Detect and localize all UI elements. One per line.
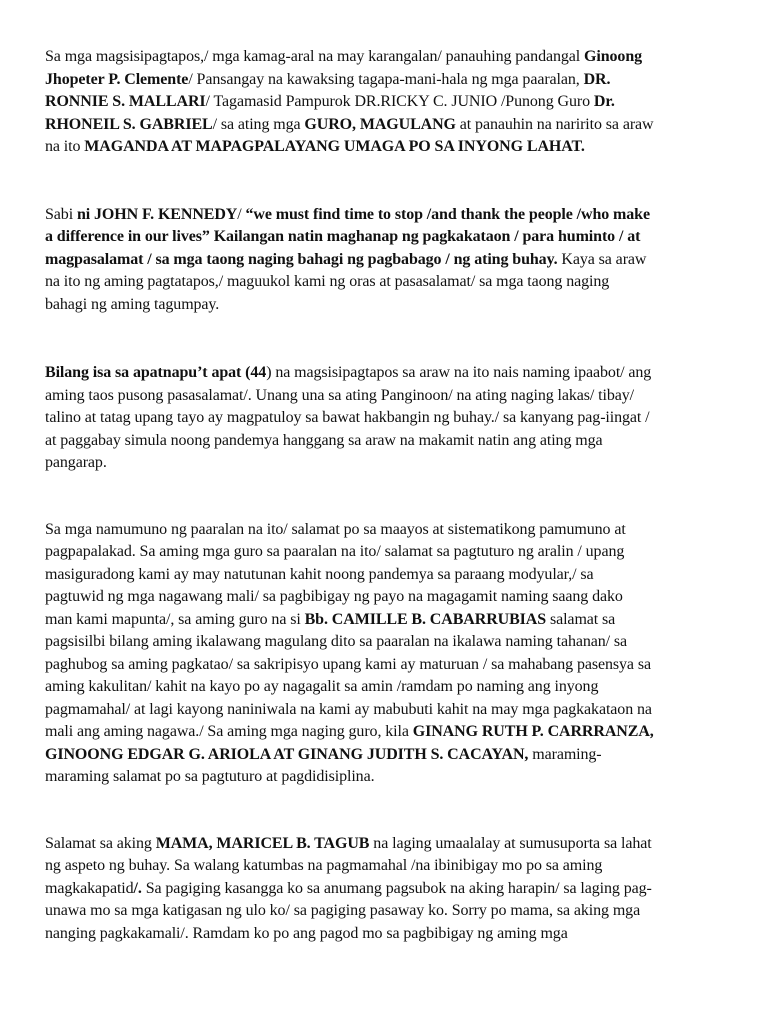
text-line — [45, 519, 735, 542]
bold-text-run: DR. — [583, 70, 611, 88]
text-run: Salamat sa aking — [45, 834, 156, 852]
text-line — [45, 766, 735, 789]
text-run: na ito ng aming pagtatapos,/ maguukol kami ng oras at pasasalamat/ sa mga taong naging — [45, 273, 610, 290]
text-run: talino at tatag upang tayo ay magpatuloy sa bawat hakbangin ng buhay./ sa kanyang pag-iingat / — [45, 409, 650, 426]
text-run: pagpapalakad. Sa aming mga guro sa paaralan na ito/ salamat sa pagtuturo ng aralin / upang — [45, 543, 625, 560]
text-run: ) na magsisipagtapos sa araw na ito nais naming ipaabot/ ang — [266, 364, 652, 381]
text-run: na ito — [45, 138, 85, 155]
text-run: pagsisilbi bilang aming ikalawang magulang dito sa paaralan na ikalawa naming tahanan/ sa — [45, 633, 628, 650]
text-run: maraming salamat po sa pagtuturo at pagdidisiplina. — [45, 768, 375, 785]
text-run: pagtuwid ng mga nagawang mali/ sa pagbibigay ng payo na magagamit naming saang dako — [45, 588, 623, 605]
text-line — [45, 430, 735, 453]
text-line — [45, 654, 735, 677]
text-run: magkakapatid — [45, 879, 134, 897]
text-line — [45, 900, 735, 923]
bold-text-run: Bilang isa sa apatnapu’t apat (44 — [45, 364, 267, 381]
text-line — [45, 586, 735, 609]
text-line — [45, 294, 735, 317]
text-line — [45, 609, 735, 632]
text-line — [45, 362, 735, 385]
text-run: ng aspeto ng buhay. Sa walang katumbas na pagmamahal /na ibinibigay mo po sa aming — [45, 857, 603, 874]
text-line — [45, 204, 735, 227]
bold-text-run: a difference in our lives” Kailangan natin maghanap ng pagkakataon / para huminto / at — [45, 228, 641, 245]
bold-text-run: “we must find time to stop /and thank the people /who make — [245, 205, 650, 223]
paragraph-2 — [45, 204, 735, 317]
text-line — [45, 271, 735, 294]
bold-text-run: RONNIE S. MALLARI — [45, 93, 206, 110]
text-run: / sa ating mga — [212, 115, 305, 133]
text-line — [45, 385, 735, 408]
paragraph-3 — [45, 362, 735, 475]
bold-text-run: Ginoong — [584, 48, 643, 65]
text-run: pagmamahal/ at lagi kayong naniniwala na kami ay mabubuti kahit na may mga pagkakataon na — [45, 700, 652, 718]
bold-text-run: GINANG RUTH P. CARRRANZA, — [412, 723, 654, 740]
text-run: Sa mga magsisipagtapos,/ mga kamag-aral na may karangalan/ panauhing pandangal — [45, 48, 585, 65]
bold-text-run: magpasalamat / sa mga taong naging bahagi ng pagbabago / ng ating buhay. — [45, 250, 558, 268]
text-run: paghubog sa aming pagkatao/ sa sakripisyo upang kami ay maturuan / sa mahabang pasensya sa — [45, 655, 651, 673]
text-line — [45, 249, 735, 272]
bold-text-run: Bb. CAMILLE B. CABARRUBIAS — [304, 610, 547, 628]
bold-text-run: GURO, MAGULANG — [304, 115, 456, 133]
text-run: / — [237, 205, 246, 223]
text-run: na laging umaalalay at sumusuporta sa lahat — [369, 834, 652, 852]
text-line — [45, 721, 735, 744]
text-line — [45, 136, 735, 159]
text-run: at paggabay simula noong pandemya hanggang sa araw na makamit natin ang ating mga — [45, 431, 603, 449]
text-run: / Tagamasid Pampurok DR.RICKY C. JUNIO /Punong Guro — [205, 93, 594, 110]
bold-text-run: Jhopeter P. Clemente — [45, 70, 189, 88]
text-run: aming taos pusong pasasalamat/. Unang una sa ating Panginoon/ na ating naging lakas/ tibay/ — [45, 386, 635, 404]
text-line — [45, 676, 735, 699]
text-run: Sa pagiging kasangga ko sa anumang pagsubok na aking harapin/ sa laging pag- — [141, 879, 652, 897]
bold-text-run: MAGANDA AT MAPAGPALAYANG UMAGA PO SA INYONG LAHAT. — [84, 138, 585, 155]
bold-text-run: /. — [133, 879, 142, 897]
bold-text-run: ni JOHN F. KENNEDY — [76, 205, 238, 223]
text-line — [45, 69, 735, 92]
bold-text-run: Dr. — [593, 93, 615, 110]
text-line — [45, 114, 735, 137]
text-run: nanging pagkakamali/. Ramdam ko po ang pagod mo sa pagbibigay ng aming mga — [45, 924, 568, 942]
bold-text-run: RHONEIL S. GABRIEL — [45, 115, 213, 133]
document-body — [45, 46, 735, 990]
text-run: Kaya sa araw — [557, 250, 647, 268]
text-run: maraming- — [528, 745, 602, 763]
text-line — [45, 699, 735, 722]
text-run: mali ang aming nagawa./ Sa aming mga naging guro, kila — [45, 723, 413, 740]
bold-text-run: MAMA, MARICEL B. TAGUB — [155, 834, 370, 852]
text-run: Sabi — [45, 205, 77, 223]
text-line — [45, 91, 735, 114]
paragraph-1 — [45, 46, 735, 159]
text-line — [45, 226, 735, 249]
paragraph-5 — [45, 833, 735, 946]
text-run: man kami mapunta/, sa aming guro na si — [45, 610, 305, 628]
text-line — [45, 541, 735, 564]
text-line — [45, 855, 735, 878]
text-line — [45, 744, 735, 767]
bold-text-run: GINOONG EDGAR G. ARIOLA AT GINANG JUDITH S. CACAYAN, — [45, 745, 529, 763]
text-run: at panauhin na naririto sa araw — [455, 115, 654, 133]
text-run: bahagi ng aming tagumpay. — [45, 295, 220, 313]
text-line — [45, 878, 735, 901]
text-run: Sa mga namumuno ng paaralan na ito/ salamat po sa maayos at sistematikong pamumuno at — [45, 520, 626, 538]
text-line — [45, 452, 735, 475]
text-run: unawa mo sa mga katigasan ng ulo ko/ sa pagiging pasaway ko. Sorry po mama, sa aking mga — [45, 902, 641, 919]
text-run: aming kakulitan/ kahit na kayo po ay nagagalit sa amin /ramdam po naming ang inyong — [45, 678, 599, 695]
text-run: salamat sa — [546, 610, 616, 628]
text-run: / Pansangay na kawaksing tagapa-mani-hala ng mga paaralan, — [188, 70, 584, 88]
text-run: masiguradong kami ay may natutunan kahit noong pandemya sa paraang modyular,/ sa — [45, 565, 594, 583]
text-line — [45, 407, 735, 430]
paragraph-4 — [45, 519, 735, 789]
text-line — [45, 923, 735, 946]
text-line — [45, 631, 735, 654]
text-line — [45, 564, 735, 587]
text-line — [45, 46, 735, 69]
text-run: pangarap. — [45, 454, 107, 471]
text-line — [45, 833, 735, 856]
